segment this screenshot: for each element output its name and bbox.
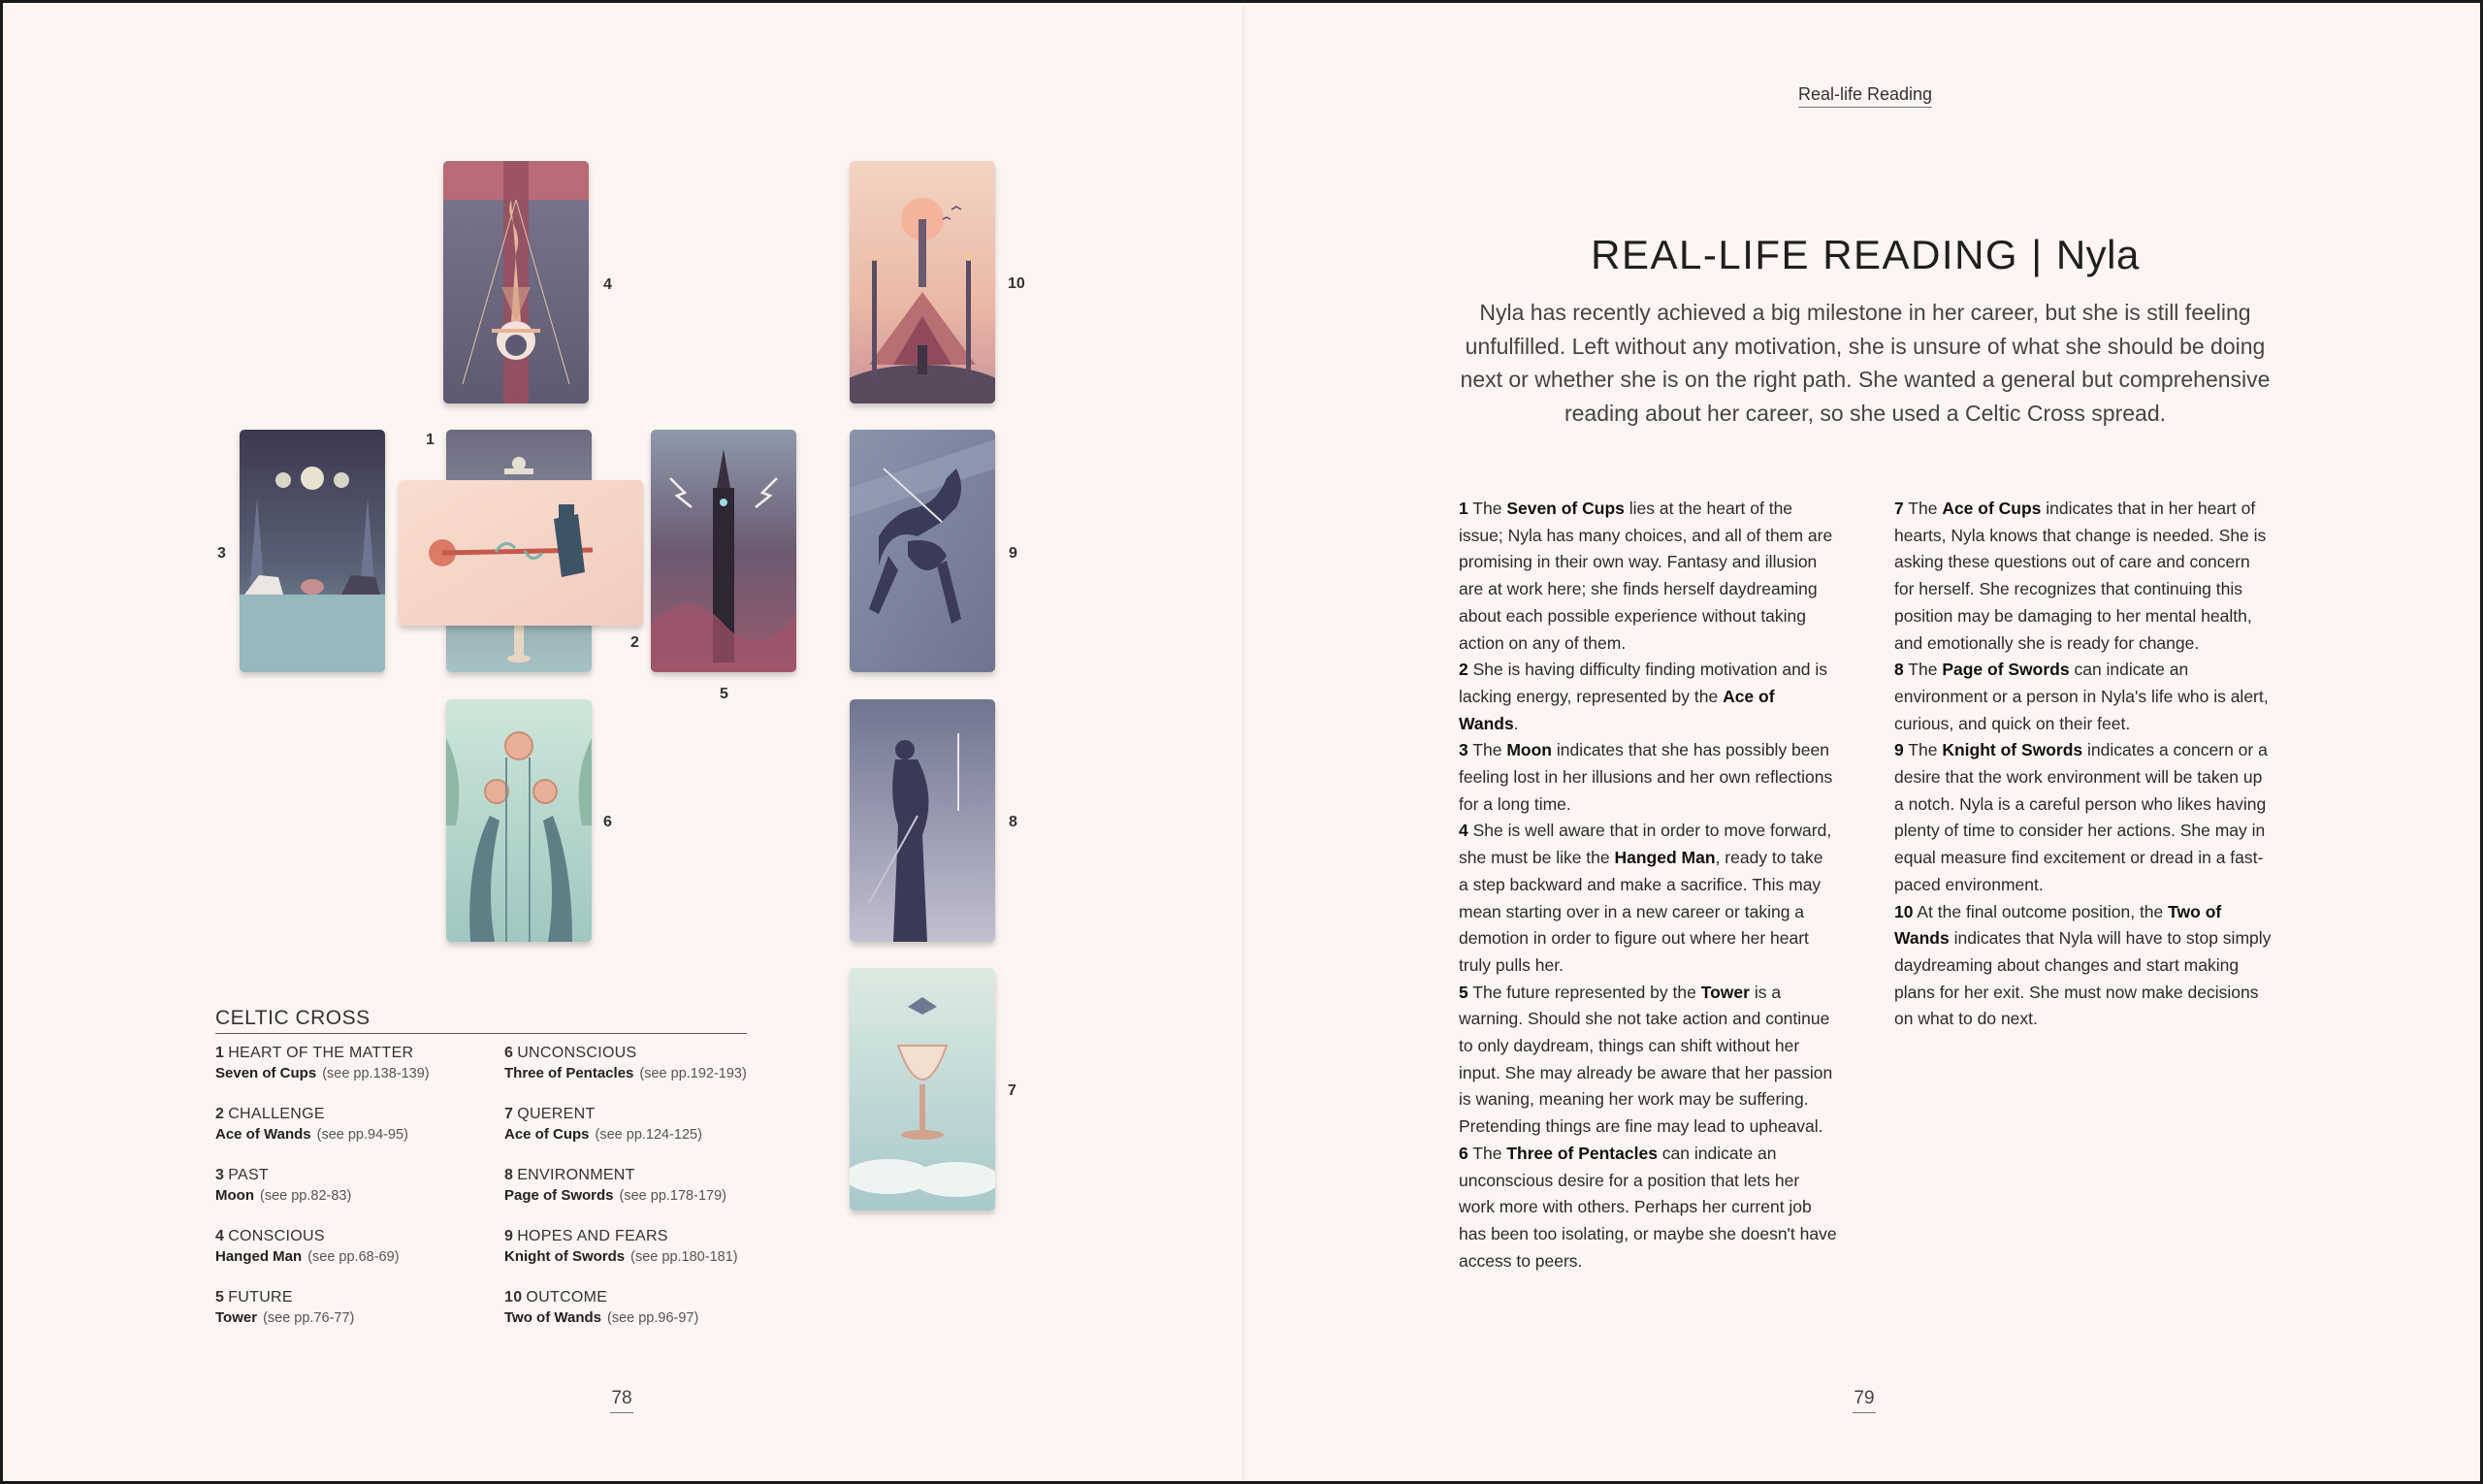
title-main: REAL-LIFE READING | (1591, 232, 2056, 277)
paragraph-text: The (1903, 740, 1943, 760)
paragraph-text: . (1513, 713, 1519, 733)
legend-card-name: Page of Swords (504, 1187, 614, 1204)
paragraph-num: 5 (1459, 982, 1468, 1002)
legend-divider (215, 1033, 747, 1034)
paragraph-text: indicates a concern or a desire that the work environment will be taken up a notch. Nyla is a careful person who likes having plenty of time to consider her actions. She may in equal measure find excitement or dread in a fast-paced environment. (1894, 740, 2268, 894)
legend-card-name: Ace of Wands (215, 1126, 311, 1143)
legend-item (215, 1166, 477, 1227)
title-name: Nyla (2055, 232, 2140, 277)
intro-paragraph: Nyla has recently achieved a big milestone in her career, but she is still feeling unfulfilled. Left without any motivation, she is unsure of what she should be doing next or whether she is on the right path. She wanted a general but comprehensive reading about her career, so she used a Celtic Cross spread. (1460, 300, 2271, 426)
paragraph-text: The (1467, 740, 1507, 760)
legend-num: 7 (504, 1106, 514, 1122)
card-name: Two of Wands (1894, 901, 2222, 949)
paragraph-num: 2 (1459, 660, 1468, 680)
page-title (1458, 232, 2273, 278)
paragraph-num: 10 (1894, 901, 1914, 921)
reading-paragraph (1459, 818, 1837, 979)
paragraph-text: is a warning. Should she not take action and continue to only daydream, things can shift without her input. She may already be aware that her passion is waning, meaning her work may be suffering. Pretending things are fine may lead to upheaval. (1459, 982, 1833, 1137)
paragraph-text: indicates that in her heart of hearts, Nyla knows that change is needed. She is asking these questions out of care and concern for herself. She recognizes that continuing this position may be damaging to her mental health, and emotionally she is ready for change. (1894, 499, 2267, 653)
paragraph-text: , ready to take a step backward and make a sacrifice. This may mean starting over in a new career or taking a demotion in order to figure out where her heart truly pulls her. (1459, 848, 1823, 975)
body-column-right (1894, 496, 2273, 1033)
legend-num: 9 (504, 1228, 514, 1244)
legend-column-left (215, 1044, 477, 1349)
legend-position: CHALLENGE (228, 1106, 325, 1122)
legend-num: 2 (215, 1106, 225, 1122)
legend-card-name: Ace of Cups (504, 1126, 590, 1143)
legend-page-ref: (see pp.138-139) (322, 1066, 430, 1081)
paragraph-num: 1 (1459, 499, 1468, 518)
reading-paragraph (1894, 737, 2273, 898)
legend-card-name: Hanged Man (215, 1248, 303, 1265)
card-knight-of-swords (850, 430, 995, 672)
paragraph-num: 7 (1894, 499, 1904, 518)
legend-item (215, 1288, 477, 1349)
card-number-1: 1 (426, 432, 435, 448)
legend-position: FUTURE (228, 1289, 293, 1306)
card-number-9: 9 (1009, 545, 1017, 562)
paragraph-text: lies at the heart of the issue; Nyla has many choices, and all of them are promising in their own way. Fantasy and illusion are at work here; she finds herself daydreaming about each possible experience without taking action on any of them. (1459, 499, 1833, 653)
legend-page-ref: (see pp.94-95) (316, 1127, 408, 1143)
card-ace-of-cups (850, 968, 995, 1210)
card-three-of-pentacles (446, 699, 592, 942)
paragraph-text: indicates that Nyla will have to stop simply daydreaming about changes and start making plans for her exit. She must now make decisions on what to do next. (1894, 928, 2272, 1029)
paragraph-text: The (1903, 499, 1943, 518)
card-name: Knight of Swords (1942, 740, 2083, 760)
card-number-5: 5 (720, 686, 728, 702)
paragraph-num: 6 (1459, 1143, 1468, 1163)
legend-page-ref: (see pp.178-179) (619, 1188, 726, 1204)
card-name: Ace of Wands (1459, 686, 1775, 733)
legend-page-ref: (see pp.124-125) (595, 1127, 702, 1143)
legend-title: CELTIC CROSS (215, 1007, 371, 1029)
paragraph-text: can indicate an unconscious desire for a position that lets her work more with others. Perhaps her current job has been too isolating, or maybe she doesn't have access to peers. (1459, 1143, 1837, 1271)
card-number-10: 10 (1008, 275, 1025, 292)
legend-card-name: Moon (215, 1187, 254, 1204)
reading-paragraph (1459, 737, 1837, 818)
legend-num: 6 (504, 1045, 514, 1061)
running-head-label: Real-life Reading (1798, 84, 1932, 108)
legend-card-name: Seven of Cups (215, 1065, 317, 1081)
legend-item (504, 1105, 766, 1166)
legend-num: 5 (215, 1289, 225, 1306)
paragraph-text: The (1467, 499, 1507, 518)
card-page-of-swords (850, 699, 995, 942)
legend-position: QUERENT (517, 1106, 596, 1122)
legend-card-name: Knight of Swords (504, 1248, 626, 1265)
legend-position: HEART OF THE MATTER (228, 1045, 414, 1061)
card-number-3: 3 (217, 545, 226, 562)
page-number-right: 79 (1835, 1388, 1893, 1409)
card-hanged-man (443, 161, 589, 403)
paragraph-text: She is well aware that in order to move forward, she must be like the (1459, 821, 1832, 868)
card-name: Hanged Man (1614, 848, 1716, 868)
legend-item (215, 1044, 477, 1105)
paragraph-text: indicates that she has possibly been feeling lost in her illusions and her own reflections for a long time. (1459, 740, 1833, 814)
running-head (1749, 84, 1982, 105)
legend-card-name: Two of Wands (504, 1309, 601, 1326)
legend-item (504, 1288, 766, 1349)
reading-paragraph (1894, 496, 2273, 657)
paragraph-text: She is having difficulty finding motivation and is lacking energy, represented by the (1459, 660, 1828, 706)
legend-num: 10 (504, 1289, 523, 1306)
reading-paragraph (1894, 657, 2273, 737)
legend-num: 1 (215, 1045, 225, 1061)
legend-page-ref: (see pp.82-83) (259, 1188, 352, 1204)
reading-paragraph (1459, 657, 1837, 737)
legend-item (215, 1105, 477, 1166)
card-number-2: 2 (630, 634, 639, 651)
card-moon (240, 430, 385, 672)
legend-page-ref: (see pp.192-193) (639, 1066, 747, 1081)
legend-column-right (504, 1044, 766, 1349)
legend-item (504, 1227, 766, 1288)
legend-num: 8 (504, 1167, 514, 1183)
card-name: Ace of Cups (1942, 499, 2042, 518)
card-ace-of-wands (399, 480, 643, 626)
legend-page-ref: (see pp.76-77) (263, 1310, 355, 1326)
card-number-6: 6 (603, 814, 612, 830)
card-two-of-wands (850, 161, 995, 403)
legend-num: 3 (215, 1167, 225, 1183)
paragraph-num: 3 (1459, 740, 1468, 760)
legend-position: OUTCOME (526, 1289, 608, 1306)
legend-card-name: Three of Pentacles (504, 1065, 634, 1081)
reading-paragraph (1459, 496, 1837, 657)
legend-page-ref: (see pp.96-97) (606, 1310, 699, 1326)
card-number-4: 4 (603, 276, 612, 293)
legend-page-ref: (see pp.68-69) (307, 1249, 400, 1265)
card-name: Tower (1700, 982, 1750, 1002)
legend-position: PAST (228, 1167, 270, 1183)
paragraph-text: The future represented by the (1467, 982, 1701, 1002)
legend-position: HOPES AND FEARS (517, 1228, 668, 1244)
paragraph-num: 9 (1894, 740, 1904, 760)
page-number-left: 78 (593, 1388, 651, 1409)
paragraph-num: 8 (1894, 660, 1904, 680)
legend-item (215, 1227, 477, 1288)
reading-paragraph (1459, 1141, 1837, 1275)
paragraph-text: The (1467, 1143, 1507, 1163)
legend-item (504, 1044, 766, 1105)
legend-position: ENVIRONMENT (517, 1167, 635, 1183)
paragraph-text: The (1903, 660, 1943, 680)
legend-card-name: Tower (215, 1309, 258, 1326)
legend-position: CONSCIOUS (228, 1228, 325, 1244)
body-column-left (1459, 496, 1837, 1274)
card-name: Three of Pentacles (1506, 1143, 1658, 1163)
card-name: Seven of Cups (1506, 499, 1625, 518)
card-number-7: 7 (1008, 1082, 1016, 1099)
card-name: Page of Swords (1942, 660, 2070, 680)
book-spread (3, 3, 2480, 1481)
paragraph-text: can indicate an environment or a person in Nyla's life who is alert, curious, and quick on their feet. (1894, 660, 2269, 733)
paragraph-num: 4 (1459, 821, 1468, 841)
card-number-8: 8 (1009, 814, 1017, 830)
card-name: Moon (1506, 740, 1552, 760)
reading-paragraph (1459, 980, 1837, 1141)
legend-page-ref: (see pp.180-181) (630, 1249, 738, 1265)
card-tower (651, 430, 796, 672)
legend-position: UNCONSCIOUS (517, 1045, 637, 1061)
legend-num: 4 (215, 1228, 225, 1244)
paragraph-text: At the final outcome position, the (1913, 901, 2169, 921)
book-gutter (1242, 3, 1244, 1481)
legend-item (504, 1166, 766, 1227)
reading-paragraph (1894, 899, 2273, 1034)
